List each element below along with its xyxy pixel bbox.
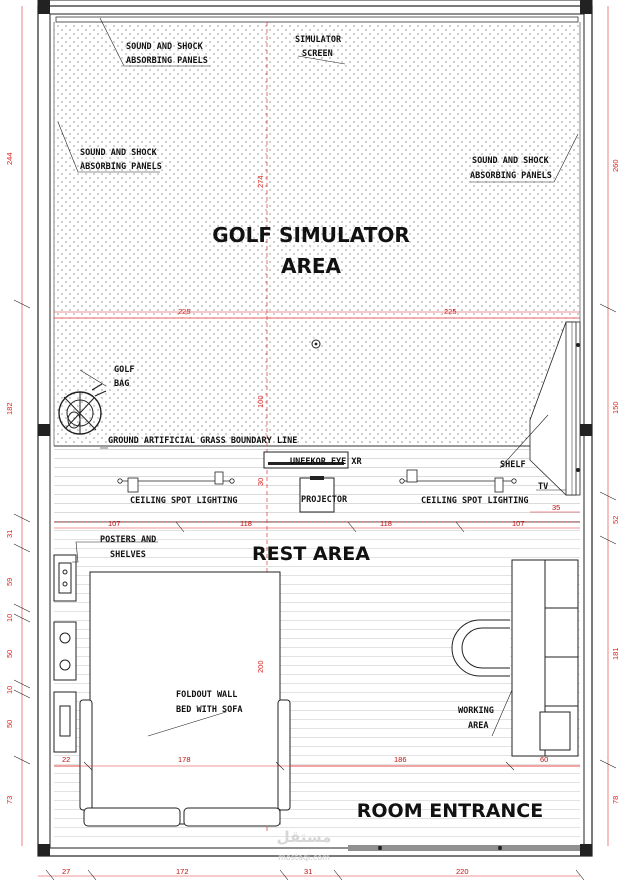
simulator-screen: [56, 17, 578, 22]
dim-left-50b: 50: [5, 719, 14, 728]
dim-center-274: 274: [256, 175, 265, 188]
dim-center-30: 30: [256, 477, 265, 486]
dim-left-59: 59: [5, 577, 14, 586]
panels-right-label-2: ABSORBING PANELS: [470, 171, 552, 181]
dim-h-107a: 107: [108, 519, 121, 528]
dim-bottom-31: 31: [304, 867, 313, 876]
spot-left-label: CEILING SPOT LIGHTING: [130, 496, 238, 506]
dim-h-225a: 225: [178, 307, 191, 316]
panels-right-label-1: SOUND AND SHOCK: [472, 156, 549, 166]
grass-line-label: GROUND ARTIFICIAL GRASS BOUNDARY LINE: [108, 436, 298, 446]
dim-bottom-172: 172: [176, 867, 189, 876]
projector-label: PROJECTOR: [301, 495, 348, 505]
dim-left-244: 244: [5, 152, 14, 165]
posters-label-2: SHELVES: [110, 550, 146, 560]
posters-shelves: [54, 555, 76, 752]
shelf-label: SHELF: [500, 460, 526, 470]
dim-right-52: 52: [611, 515, 620, 524]
working-label-1: WORKING: [458, 706, 494, 716]
dim-bottom-220: 220: [456, 867, 469, 876]
golf-bag-label-2: BAG: [114, 379, 130, 389]
watermark-site: mostaql.com: [278, 853, 330, 862]
panels-top-label-1: SOUND AND SHOCK: [126, 42, 203, 52]
dim-left-10b: 10: [5, 685, 14, 694]
panels-left-label-2: ABSORBING PANELS: [80, 162, 162, 172]
spot-right-label: CEILING SPOT LIGHTING: [421, 496, 529, 506]
working-label-2: AREA: [468, 721, 489, 731]
golf-area-title-2: AREA: [280, 254, 342, 278]
dim-right-150: 150: [611, 401, 620, 414]
watermark-brand: مستقل: [276, 828, 332, 846]
dim-h-178: 178: [178, 755, 191, 764]
golf-bag-label-1: GOLF: [114, 365, 135, 375]
dim-left-31: 31: [5, 529, 14, 538]
dim-h-107b: 107: [512, 519, 525, 528]
dim-h-118a: 118: [240, 519, 252, 528]
rest-area-title: REST AREA: [252, 543, 370, 565]
dim-h-118b: 118: [380, 519, 392, 528]
dim-center-200: 200: [256, 660, 265, 673]
tv-label: TV: [538, 482, 549, 492]
dim-left-50a: 50: [5, 649, 14, 658]
dim-right-260: 260: [611, 159, 620, 172]
dim-center-100: 100: [256, 395, 265, 408]
dim-left-10a: 10: [5, 613, 14, 622]
dim-right-181: 181: [611, 647, 620, 660]
panels-left-label-1: SOUND AND SHOCK: [80, 148, 157, 158]
bed-label-2: BED WITH SOFA: [176, 705, 243, 715]
posters-label-1: POSTERS AND: [100, 535, 157, 545]
dim-h-186: 186: [394, 755, 407, 764]
dim-left-73: 73: [5, 795, 14, 804]
screen-label-1: SIMULATOR: [295, 35, 342, 45]
dim-h-35: 35: [552, 503, 561, 512]
dim-right-78: 78: [611, 795, 620, 804]
bed-label-1: FOLDOUT WALL: [176, 690, 238, 700]
uneekor-label: UNEEKOR EYE XR: [290, 457, 362, 467]
dim-h-22: 22: [62, 755, 71, 764]
golf-area-title-1: GOLF SIMULATOR: [212, 223, 410, 247]
dim-bottom-27: 27: [62, 867, 71, 876]
dim-h-60: 60: [540, 755, 549, 764]
screen-label-2: SCREEN: [302, 49, 333, 59]
dim-h-225b: 225: [444, 307, 457, 316]
panels-top-label-2: ABSORBING PANELS: [126, 56, 208, 66]
room-entrance-title: ROOM ENTRANCE: [356, 800, 544, 822]
dim-left-182: 182: [5, 402, 14, 415]
